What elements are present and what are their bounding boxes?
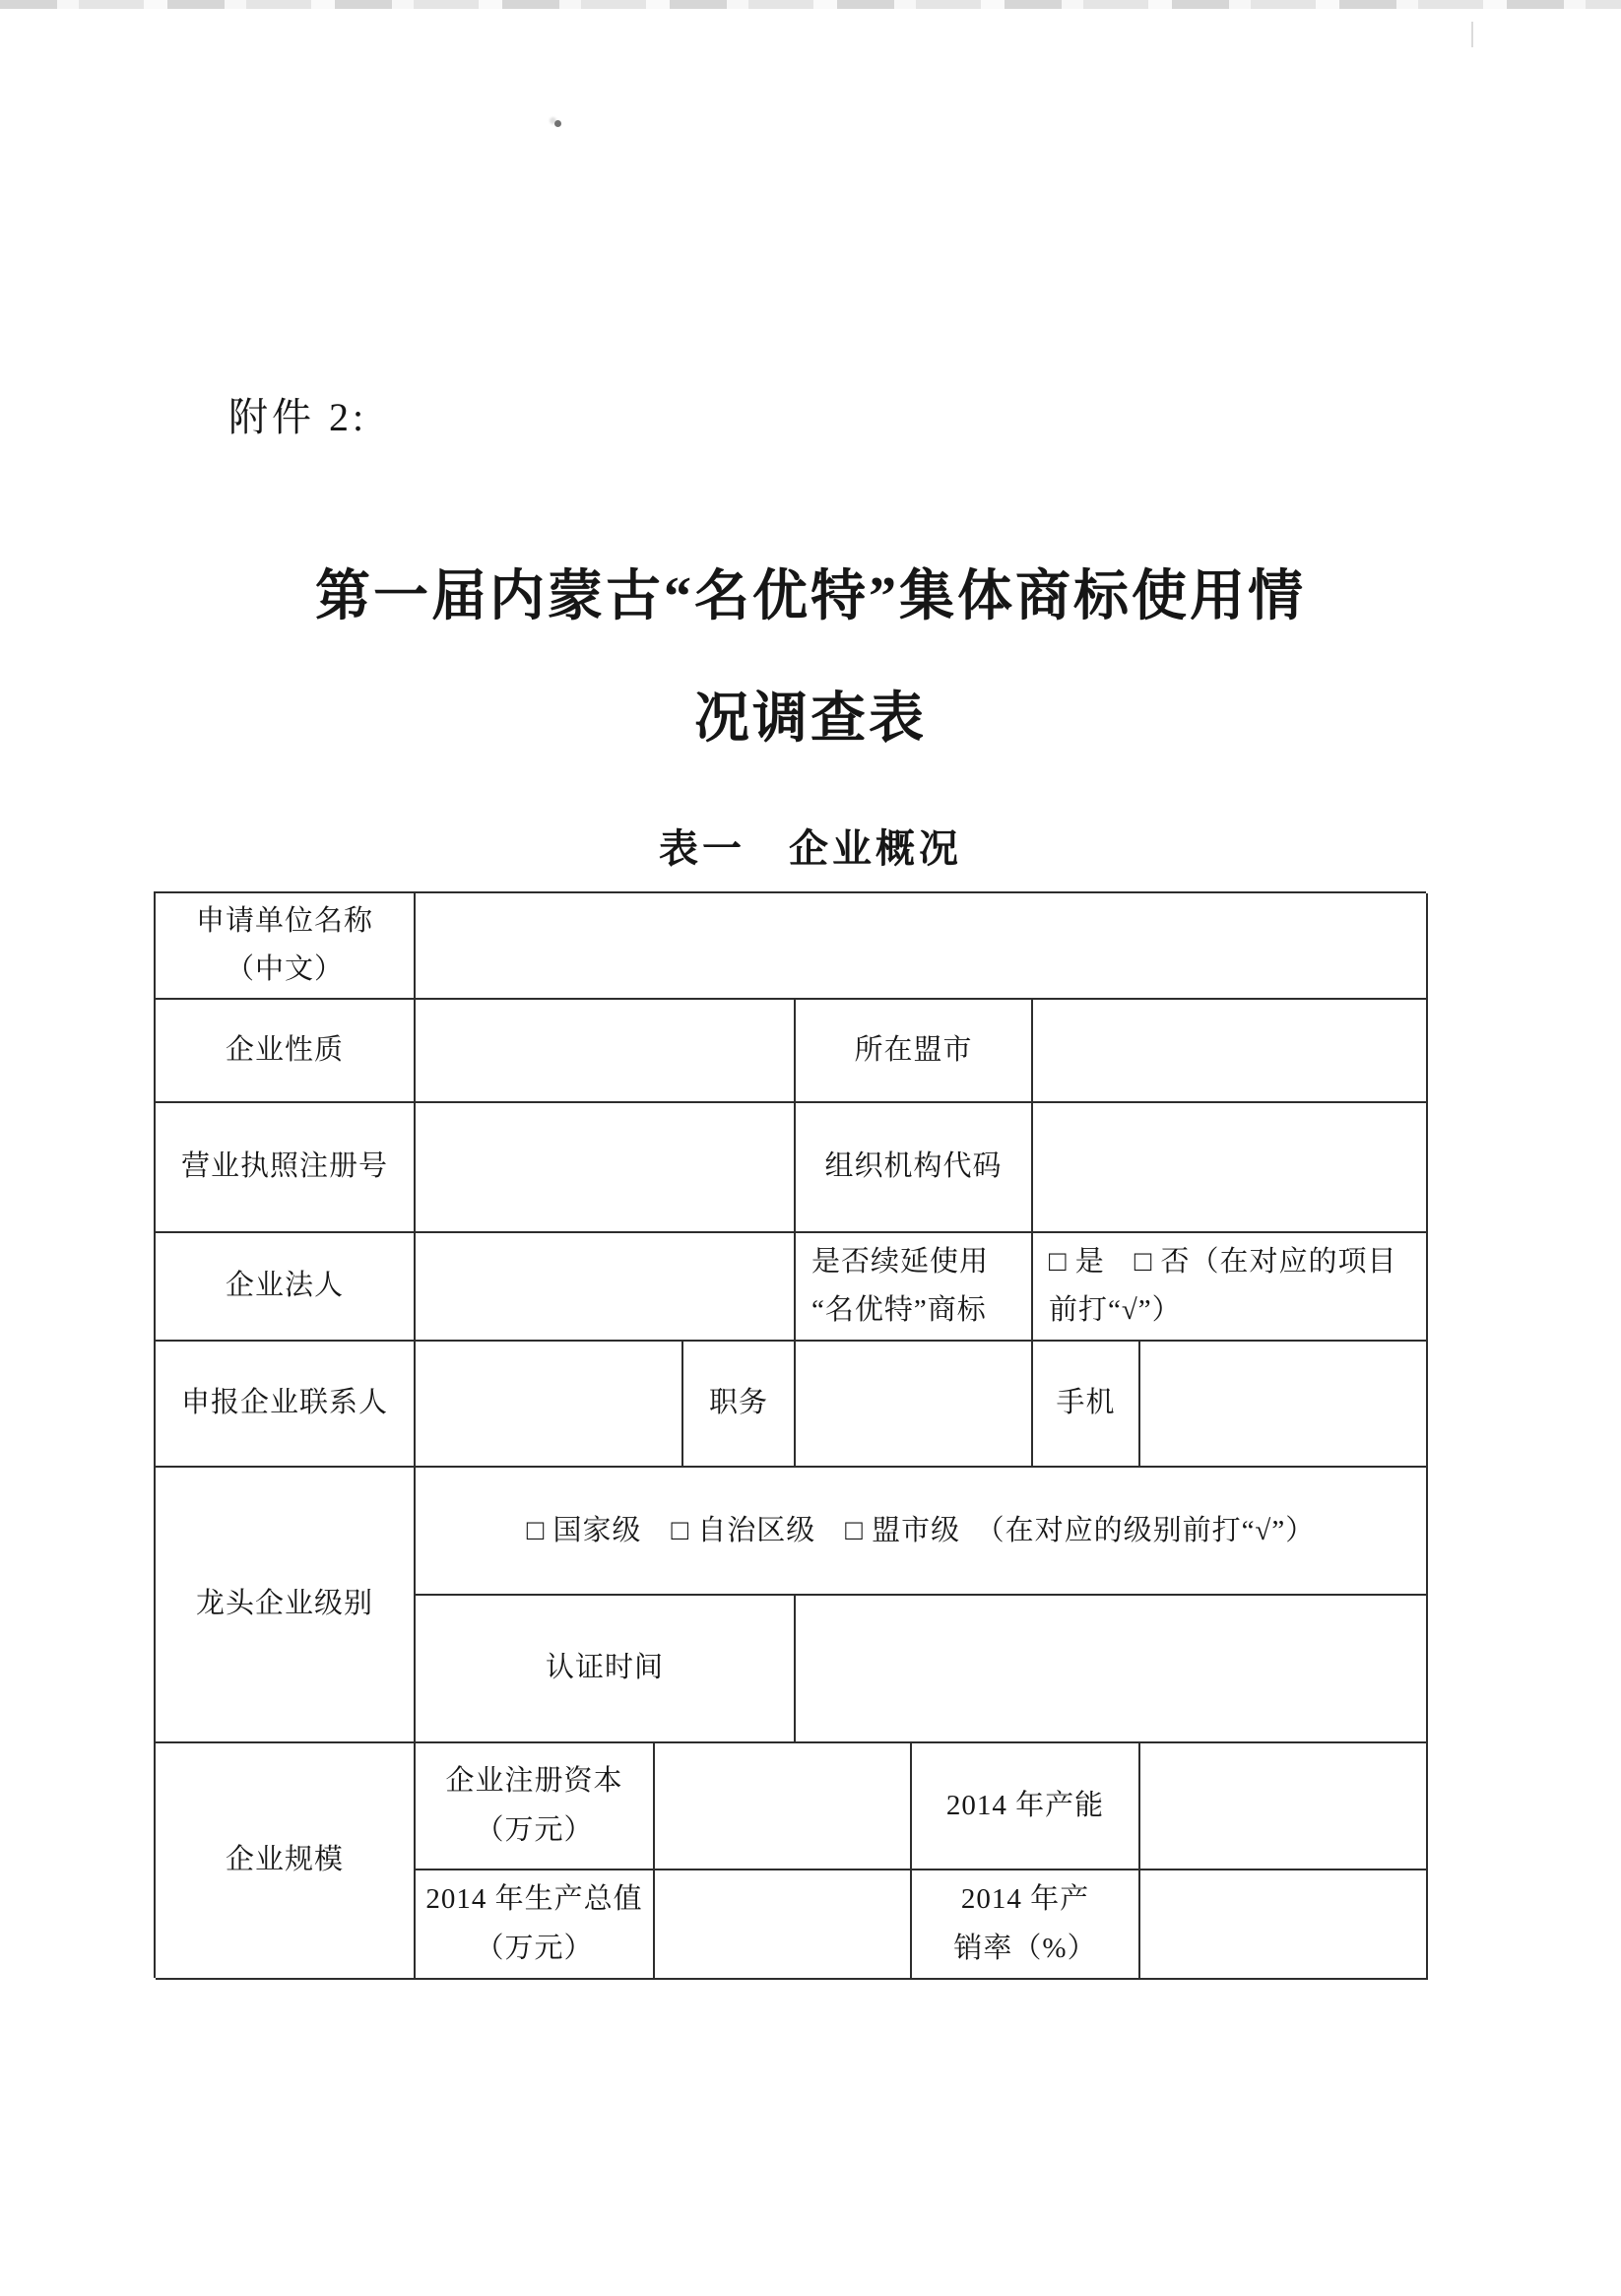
capacity-2014-label: 2014 年产能 (912, 1743, 1140, 1870)
leading-level-options: □ 国家级 □ 自治区级 □ 盟市级 （在对应的级别前打“√”） (416, 1468, 1428, 1596)
legal-person-label: 企业法人 (156, 1233, 416, 1342)
scan-artifact-tick (1471, 22, 1473, 47)
attachment-label: 附件 2: (228, 395, 368, 439)
leading-level-label: 龙头企业级别 (156, 1468, 416, 1743)
league-city-label: 所在盟市 (796, 1000, 1033, 1103)
registered-capital-label: 企业注册资本 （万元） (416, 1743, 655, 1870)
business-license-value (416, 1103, 796, 1233)
renewal-label: 是否续延使用 “名优特”商标 (796, 1233, 1033, 1342)
sales-rate-2014-label: 2014 年产 销率（%） (912, 1870, 1140, 1980)
enterprise-nature-value (416, 1000, 796, 1103)
business-license-label: 营业执照注册号 (156, 1103, 416, 1233)
org-code-value (1033, 1103, 1428, 1233)
applicant-name-label: 申请单位名称 （中文） (156, 893, 416, 1000)
scan-artifact-top-strip (0, 0, 1621, 9)
table-caption: 表一 企业概况 (659, 826, 962, 871)
registered-capital-value (655, 1743, 912, 1870)
renewal-yes-no-note: □ 是 □ 否（在对应的项目 前打“√”） (1033, 1233, 1428, 1342)
gross-output-2014-value (655, 1870, 912, 1980)
document-title (0, 567, 1621, 750)
applicant-name-value (416, 893, 1428, 1000)
org-code-label: 组织机构代码 (796, 1103, 1033, 1233)
sales-rate-2014-value (1140, 1870, 1428, 1980)
document-title-line2: 况调查表 (694, 688, 927, 750)
scan-artifact-dot (554, 120, 561, 127)
mobile-value (1140, 1342, 1428, 1468)
gross-output-2014-label: 2014 年生产总值 （万元） (416, 1870, 655, 1980)
contact-label: 申报企业联系人 (156, 1342, 416, 1468)
legal-person-value (416, 1233, 796, 1342)
contact-value (416, 1342, 683, 1468)
capacity-2014-value (1140, 1743, 1428, 1870)
position-value (796, 1342, 1033, 1468)
enterprise-scale-label: 企业规模 (156, 1743, 416, 1980)
league-city-value (1033, 1000, 1428, 1103)
document-title-line1: 第一届内蒙古“名优特”集体商标使用情 (315, 566, 1306, 627)
mobile-label: 手机 (1033, 1342, 1140, 1468)
enterprise-overview-table (154, 891, 1426, 1978)
enterprise-nature-label: 企业性质 (156, 1000, 416, 1103)
position-label: 职务 (683, 1342, 796, 1468)
certification-time-value (796, 1596, 1428, 1743)
certification-time-label: 认证时间 (416, 1596, 796, 1743)
